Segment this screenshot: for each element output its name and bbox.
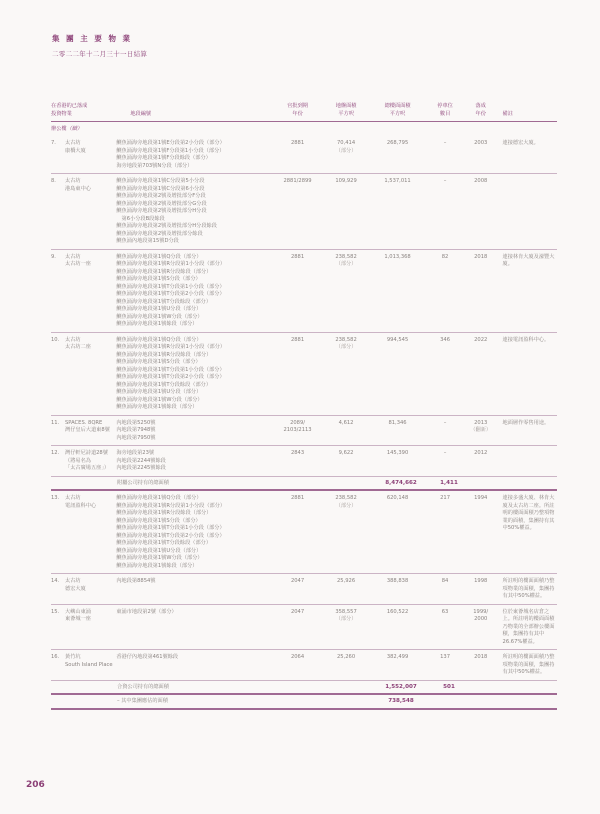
- site-area: 25,260: [336, 654, 356, 660]
- page-number: 206: [26, 780, 45, 790]
- properties-table: [51, 103, 557, 710]
- lot-numbers: 內地段第5250號 內地段第7948號 內地段第7950號: [116, 419, 156, 441]
- site-area: 238,582 （部分）: [335, 253, 357, 267]
- gross-floor-area: 160,522: [386, 608, 409, 615]
- lot-numbers: 東涌市地段第2號（部分）: [116, 608, 177, 615]
- col-gfa: 總樓面面積 平方呎: [384, 103, 411, 117]
- property-name: 7. 太古坊 康橋大廈: [51, 140, 86, 154]
- remark: 位於東薈城名店倉之上。所註明的樓面面積乃物業的全部辦公樓面積，集團持有其中26.67%權益。: [502, 608, 555, 645]
- lot-numbers: 鰂魚涌海旁地段第1號C分段第5小分段 鰂魚涌海旁地段第1號C分段第6小分段 鰂魚涌海旁地段第2號及增批部分F分段 鰂魚涌海旁地段第2號及增批部分G分段 鰂魚涌海旁地段第2號及增批部分H分段 第6小分段B段餘段 鰂魚涌海旁地段第2號及增批部分H分段餘段 鰂魚涌海旁地段第2號及增批部分餘段 鰂魚涌內地段第15號D分段: [116, 178, 217, 244]
- gross-floor-area: 382,499: [386, 654, 409, 660]
- lot-numbers: 鰂魚涌海旁地段第1號Q分段（部分） 鰂魚涌海旁地段第1號R分段第1小分段（部分） 鰂魚涌海旁地段第1號R分段餘段（部分） 鰂魚涌海旁地段第1號S分段（部分） 鰂魚涌海旁地段第1號T分段第1小分段（部分） 鰂魚涌海旁地段第1號T分段第2小分段（部分） 鰂魚涌海旁地段第1號T分段餘段（部分） 鰂魚涌海旁地段第1號U分段（部分） 鰂魚涌海旁地段第1號W分段（部分） 鰂魚涌海旁地段第1號餘段（部分）: [116, 495, 226, 569]
- lot-numbers: 鰂魚涌海旁地段第1號Q分段（部分） 鰂魚涌海旁地段第1號R分段第1小分段（部分） 鰂魚涌海旁地段第1號R分段餘段（部分） 鰂魚涌海旁地段第1號S分段（部分） 鰂魚涌海旁地段第1號T分段第1小分段（部分） 鰂魚涌海旁地段第1號T分段第2小分段（部分） 鰂魚涌海旁地段第1號T分段餘段（部分） 鰂魚涌海旁地段第1號U分段（部分） 鰂魚涌海旁地段第1號W分段（部分） 鰂魚涌海旁地段第1號餘段（部分）: [116, 336, 226, 410]
- rows-group-subsidiaries: [51, 136, 557, 477]
- site-area: 70,414 （部分）: [335, 140, 357, 154]
- lease-expiry: 2881: [290, 140, 305, 146]
- site-area: 238,582 （部分）: [335, 495, 357, 509]
- col-remark: 備註: [502, 110, 513, 117]
- property-name: 14. 太古坊 德宏大廈: [51, 578, 86, 592]
- parking-spaces: –: [443, 140, 447, 146]
- category-label: 辦公樓（續）: [51, 126, 83, 132]
- lot-numbers: 鰂魚涌海旁地段第1號Q分段（部分） 鰂魚涌海旁地段第1號R分段第1小分段（部分） 鰂魚涌海旁地段第1號R分段餘段（部分） 鰂魚涌海旁地段第1號S分段（部分） 鰂魚涌海旁地段第1號T分段第1小分段（部分） 鰂魚涌海旁地段第1號T分段第2小分段（部分） 鰂魚涌海旁地段第1號T分段餘段（部分） 鰂魚涌海旁地段第1號U分段（部分） 鰂魚涌海旁地段第1號W分段（部分） 鰂魚涌海旁地段第1號餘段（部分）: [116, 253, 226, 327]
- parking-spaces: 82: [441, 253, 449, 260]
- property-name: 11. SPACES. 8QRE 灣仔皇后大道東8號: [51, 419, 110, 433]
- parking-spaces: 84: [441, 578, 449, 584]
- parking-spaces: –: [443, 419, 447, 426]
- table-row: [51, 650, 557, 681]
- property-name: 13. 太古坊 電訊盈科中心: [51, 495, 97, 509]
- parking-spaces: –: [443, 450, 447, 456]
- completion-year: 2012: [474, 450, 488, 456]
- col-completion: 落成 年份: [475, 103, 486, 117]
- col-lease: 官批到期 年份: [287, 103, 308, 117]
- lease-expiry: 2881: [290, 495, 305, 501]
- remark: 連接林肯大廈及濠豐大廈。: [502, 253, 555, 267]
- col-lot: 地段編號: [130, 110, 152, 117]
- col-property: 在香港的已落成 投資物業: [51, 103, 88, 117]
- gross-floor-area: 388,838: [386, 578, 409, 584]
- gross-floor-area: 1,013,368: [384, 253, 411, 260]
- table-row: [51, 416, 557, 447]
- property-name: 15. 大嶼山東涌 東薈城一座: [51, 608, 91, 622]
- page-subtitle: 二零二二年十二月三十一日結算: [52, 50, 148, 58]
- table-row: [51, 250, 557, 333]
- subtotal-label: – 其中集團應佔的面積: [117, 698, 168, 704]
- subtotal-label: 合資公司持有的總面積: [117, 683, 169, 690]
- table-header: [51, 103, 557, 122]
- page-title: 集 團 主 要 物 業: [52, 34, 133, 43]
- gross-floor-area: 620,148: [386, 495, 409, 501]
- site-area: 238,582 （部分）: [335, 336, 357, 350]
- gross-floor-area: 81,346: [388, 419, 407, 426]
- subtotal-gfa: 738,548: [388, 698, 414, 704]
- table-row: [51, 174, 557, 250]
- subtotal-gfa: 1,552,007: [385, 683, 417, 690]
- completion-year: 2022: [474, 336, 488, 343]
- site-area: 25,926: [336, 578, 356, 584]
- lot-numbers: 內地段第8854號: [116, 578, 156, 584]
- lot-numbers: 香港仔內地段第461號餘段: [116, 654, 179, 660]
- subtotal-attributable: [51, 695, 557, 710]
- subtotal-gfa: 8,474,662: [385, 479, 417, 486]
- property-name: 12. 灣仔軒尼詩道28號 （將易名為 「太古廣場五座」）: [51, 450, 110, 471]
- subtotal-parking: 1,411: [440, 479, 458, 486]
- property-name: 10. 太古坊 太古坊二座: [51, 336, 91, 350]
- lease-expiry: 2843: [290, 450, 305, 456]
- property-name: 8. 太古坊 港島東中心: [51, 178, 91, 192]
- completion-year: 2018: [474, 253, 488, 260]
- subtotal-parking: 501: [443, 683, 455, 690]
- remark: 地面層作零售用途。: [502, 419, 550, 426]
- site-area: 9,622: [338, 450, 354, 456]
- col-parking: 停車位 數目: [437, 103, 453, 117]
- remark: 所註明的樓面面積乃整項物業的面積，集團持有其中50%權益。: [502, 578, 555, 599]
- gross-floor-area: 145,390: [386, 450, 409, 456]
- site-area: 358,557 （部分）: [335, 608, 357, 622]
- completion-year: 1999/ 2000: [473, 608, 489, 622]
- table-row: [51, 574, 557, 605]
- remark: 連接德宏大廈。: [502, 140, 539, 146]
- col-site-area: 地盤面積 平方呎: [335, 103, 357, 117]
- parking-spaces: 137: [440, 654, 451, 660]
- gross-floor-area: 994,545: [386, 336, 409, 343]
- parking-spaces: –: [443, 178, 447, 184]
- site-area: 4,612: [338, 419, 354, 426]
- lot-numbers: 海旁地段第23號 內地段第2244號餘段 內地段第2245號餘段: [116, 450, 166, 471]
- gross-floor-area: 268,795: [386, 140, 409, 146]
- remark: 連接電訊盈科中心。: [502, 336, 550, 343]
- lot-numbers: 鰂魚涌海旁地段第1號E分段第2小分段（部分） 鰂魚涌海旁地段第1號F分段第1小分段（部分） 鰂魚涌海旁地段第1號F分段餘段（部分） 海旁地段第703號N分段（部分）: [116, 140, 225, 169]
- lease-expiry: 2881/2899: [283, 178, 312, 184]
- table-row: [51, 491, 557, 574]
- remark: 連接多盛大廈、林肯大廈及太古坊二座。所註明的樓面面積乃整項物業的面積，集團持有其中50%權益。: [502, 495, 555, 531]
- lease-expiry: 2089/ 2103/2113: [283, 419, 312, 433]
- lease-expiry: 2064: [290, 654, 305, 660]
- subtotal-label: 附屬公司持有的總面積: [117, 479, 169, 486]
- subtotal-subsidiaries: [51, 477, 557, 492]
- lease-expiry: 2881: [290, 253, 305, 260]
- completion-year: 2013 （翻新）: [470, 419, 492, 433]
- completion-year: 1998: [474, 578, 488, 584]
- completion-year: 2018: [474, 654, 488, 660]
- completion-year: 2008: [474, 178, 488, 184]
- property-name: 16. 黃竹坑 South Island Place: [51, 654, 113, 668]
- remark: 所註明的樓面面積乃整項物業的面積，集團持有其中50%權益。: [502, 654, 555, 675]
- subtotal-jv: [51, 681, 557, 696]
- parking-spaces: 63: [441, 608, 449, 615]
- gross-floor-area: 1,537,011: [384, 178, 411, 184]
- table-row: [51, 333, 557, 416]
- parking-spaces: 346: [440, 336, 451, 343]
- completion-year: 1994: [474, 495, 488, 501]
- property-name: 9. 太古坊 太古坊一座: [51, 253, 91, 267]
- table-row: [51, 605, 557, 651]
- lease-expiry: 2881: [290, 336, 305, 343]
- parking-spaces: 217: [440, 495, 451, 501]
- rows-group-jv: [51, 491, 557, 681]
- site-area: 109,929: [335, 178, 357, 184]
- lease-expiry: 2047: [290, 578, 305, 584]
- table-row: [51, 136, 557, 174]
- table-row: [51, 446, 557, 477]
- lease-expiry: 2047: [290, 608, 305, 615]
- completion-year: 2003: [474, 140, 488, 146]
